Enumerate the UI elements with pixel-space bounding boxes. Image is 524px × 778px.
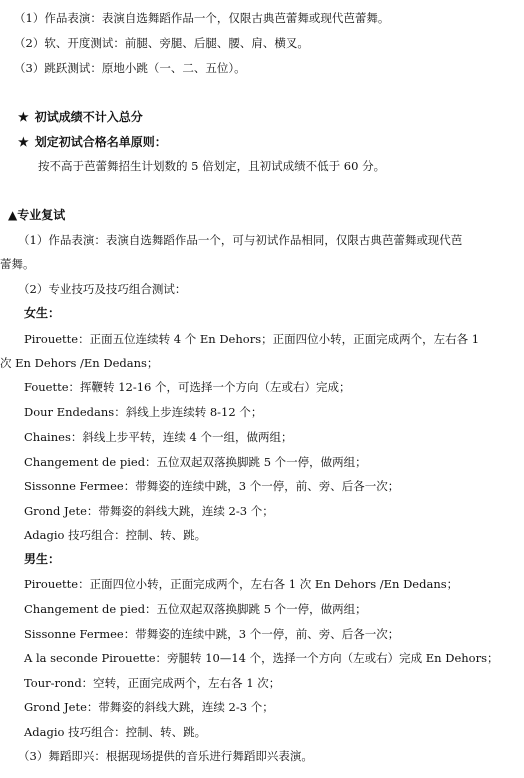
female-item: Adagio 技巧组合：控制、转、跳。: [24, 528, 207, 542]
note-1-text: 初试成绩不计入总分: [34, 110, 143, 124]
star-icon: ★: [18, 110, 29, 124]
female-item: 次 En Dehors /En Dedans；: [0, 356, 159, 370]
male-item: Grond Jete：带舞姿的斜线大跳，连续 2-3 个；: [24, 700, 274, 714]
female-heading: 女生：: [24, 306, 61, 320]
star-icon: ★: [18, 135, 29, 149]
note-2: [18, 134, 167, 150]
female-item: Pirouette：正面五位连续转 4 个 En Dehors；正面四位小转，正面完成两个，左右各 1: [24, 332, 480, 346]
female-item: Dour Endedans：斜线上步连续转 8-12 个；: [24, 405, 263, 419]
retest-item-2: （2）专业技巧及技巧组合测试：: [18, 282, 187, 296]
female-item: Grond Jete：带舞姿的斜线大跳，连续 2-3 个；: [24, 504, 274, 518]
qualify-rule: 按不高于芭蕾舞招生计划数的 5 倍划定，且初试成绩不低于 60 分。: [38, 159, 386, 173]
retest-heading: ▲专业复试: [8, 208, 66, 222]
retest-item-3: （3）舞蹈即兴：根据现场提供的音乐进行舞蹈即兴表演。: [18, 749, 313, 763]
retest-item-1: （1）作品表演：表演自选舞蹈作品一个，可与初试作品相同，仅限古典芭蕾舞或现代芭: [18, 233, 463, 247]
retest-item-1-cont: 蕾舞。: [0, 257, 35, 271]
male-item: Changement de pied：五位双起双落换脚跳 5 个一停，做两组；: [24, 602, 367, 616]
female-item: Sissonne Fermee：带舞姿的连续中跳，3 个一停，前、旁、后各一次；: [24, 479, 400, 493]
female-item: Fouette：挥鞭转 12-16 个，可选择一个方向（左或右）完成；: [24, 380, 351, 394]
female-item: Chaines：斜线上步平转，连续 4 个一组，做两组；: [24, 430, 293, 444]
male-item: Tour-rond：空转，正面完成两个，左右各 1 次；: [24, 676, 281, 690]
male-item: Pirouette：正面四位小转，正面完成两个，左右各 1 次 En Dehors /En Dedans；: [24, 577, 459, 591]
male-heading: 男生：: [24, 552, 61, 566]
s1-item-3: （3）跳跃测试：原地小跳（一、二、五位）。: [14, 61, 246, 75]
female-item: Changement de pied：五位双起双落换脚跳 5 个一停，做两组；: [24, 455, 367, 469]
note-2-text: 划定初试合格名单原则：: [34, 135, 167, 149]
note-1: [18, 109, 143, 125]
s1-item-1: （1）作品表演：表演自选舞蹈作品一个，仅限古典芭蕾舞或现代芭蕾舞。: [14, 11, 390, 25]
s1-item-2: （2）软、开度测试：前腿、旁腿、后腿、腰、肩、横叉。: [14, 36, 309, 50]
male-item: Sissonne Fermee：带舞姿的连续中跳，3 个一停，前、旁、后各一次；: [24, 627, 400, 641]
male-item: Adagio 技巧组合：控制、转、跳。: [24, 725, 207, 739]
male-item: A la seconde Pirouette：旁腿转 10—14 个，选择一个方向（左或右）完成 En Dehors；: [24, 651, 499, 665]
